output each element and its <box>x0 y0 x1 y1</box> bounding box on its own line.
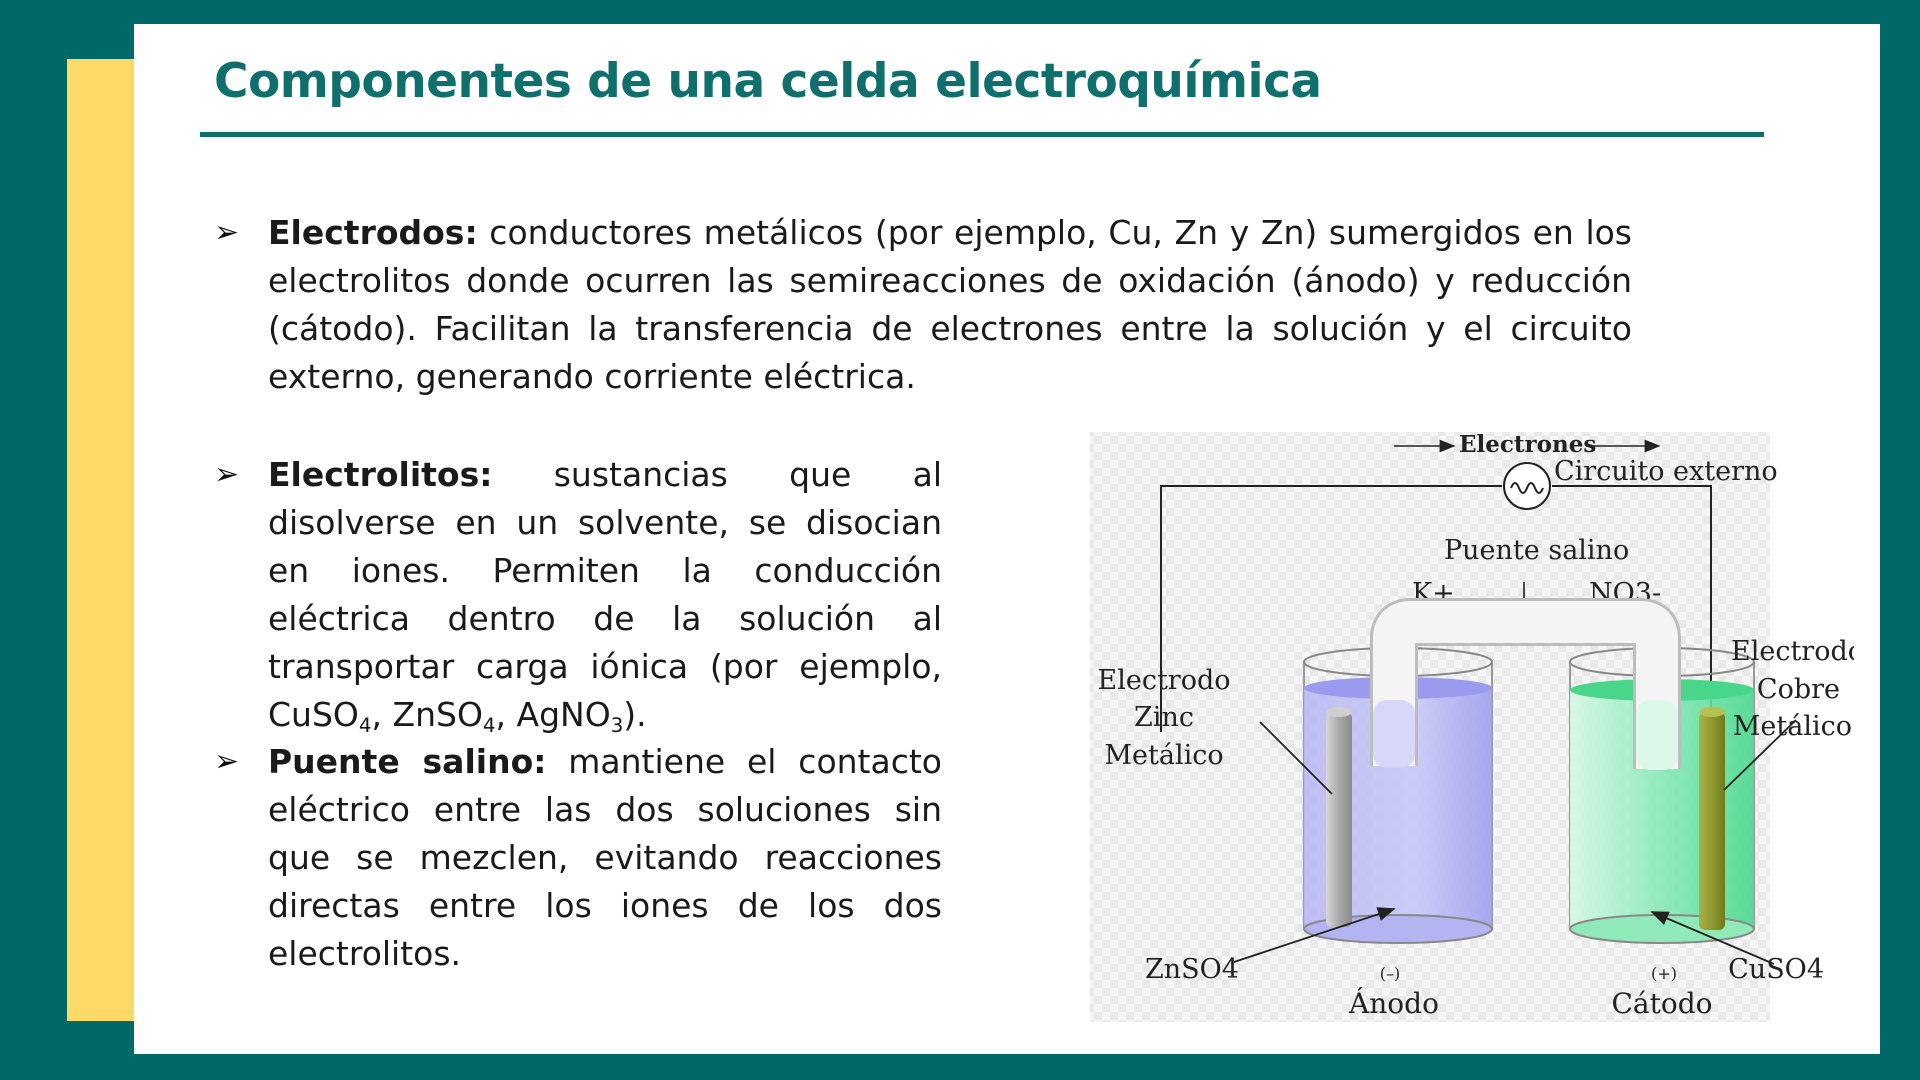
formula-agno3: AgNO <box>516 695 611 734</box>
closing-paren: ). <box>623 695 647 734</box>
electrons-label: Electrones <box>1459 431 1597 458</box>
bullet-text <box>268 451 942 739</box>
cathode-label: Cátodo <box>1611 987 1713 1020</box>
separator: , <box>371 695 393 734</box>
right-solution-label: CuSO4 <box>1728 954 1824 985</box>
anode-sign: (–) <box>1379 964 1401 983</box>
left-electrode-label-1: Electrodo <box>1097 665 1231 696</box>
bullet-puente-salino <box>214 738 942 978</box>
copper-electrode-top <box>1699 707 1725 717</box>
bullet-electrolitos <box>214 451 942 739</box>
right-electrode-label-3: Metálico <box>1732 711 1852 742</box>
zinc-electrode-top <box>1326 707 1352 717</box>
copper-electrode <box>1699 712 1725 930</box>
accent-bar <box>67 59 137 1021</box>
anode-label: Ánodo <box>1349 987 1439 1020</box>
slide <box>134 24 1880 1054</box>
bridge-right-leg <box>1636 700 1678 770</box>
arrow-bullet-icon: ➢ <box>214 457 240 492</box>
bullet-body: conductores metálicos (por ejemplo, Cu, Zn y Zn) sumergidos en los electrolitos donde ocurren las semireacciones de oxidación (ánodo) y reducción (cátodo). Facilitan la transferencia de electrones entre la solución y el circuito externo, generando corriente eléctrica. <box>268 213 1632 396</box>
left-electrode-label-3: Metálico <box>1104 740 1224 771</box>
bullet-body: mantiene el contacto eléctrico entre las dos soluciones sin que se mezclen, evitando reacciones directas entre los iones de los dos electrolitos. <box>268 742 942 973</box>
cell-diagram-svg <box>1014 404 1854 1044</box>
bullet-electrodos <box>214 209 1632 401</box>
electrochemical-cell-diagram <box>1014 404 1854 1044</box>
arrow-bullet-icon: ➢ <box>214 215 240 250</box>
bullet-term: Electrodos: <box>268 213 478 252</box>
arrow-bullet-icon: ➢ <box>214 744 240 779</box>
formula-znso4: ZnSO <box>392 695 483 734</box>
right-electrode-label-1: Electrodo <box>1731 636 1854 667</box>
left-solution-label: ZnSO4 <box>1145 954 1239 985</box>
bullet-text <box>268 738 942 978</box>
right-electrode-label-2: Cobre <box>1756 674 1840 705</box>
separator: , <box>495 695 517 734</box>
left-electrode-label-2: Zinc <box>1134 702 1194 733</box>
bullet-text <box>268 209 1632 401</box>
title-underline <box>200 132 1764 137</box>
formula-subscript: 4 <box>358 713 372 737</box>
anion-label: NO3- <box>1589 578 1662 609</box>
formula-subscript: 3 <box>610 713 624 737</box>
bullet-term: Puente salino: <box>268 742 547 781</box>
cation-label: K+ <box>1412 578 1455 609</box>
circuit-label: Circuito externo <box>1554 456 1778 487</box>
bullet-body: sustancias que al disolverse en un solvente, se disocian en iones. Permiten la conducción eléctrica dentro de la solución al transportar carga iónica (por ejemplo, <box>268 455 942 686</box>
salt-bridge-label: Puente salino <box>1444 535 1630 566</box>
bullet-term: Electrolitos: <box>268 455 493 494</box>
cathode-sign: (+) <box>1651 964 1677 983</box>
slide-title: Componentes de una celda electroquímica <box>214 54 1322 109</box>
formula-subscript: 4 <box>482 713 496 737</box>
bridge-left-leg <box>1373 700 1415 768</box>
formula-cuso4: CuSO <box>268 695 359 734</box>
zinc-electrode <box>1326 712 1352 927</box>
